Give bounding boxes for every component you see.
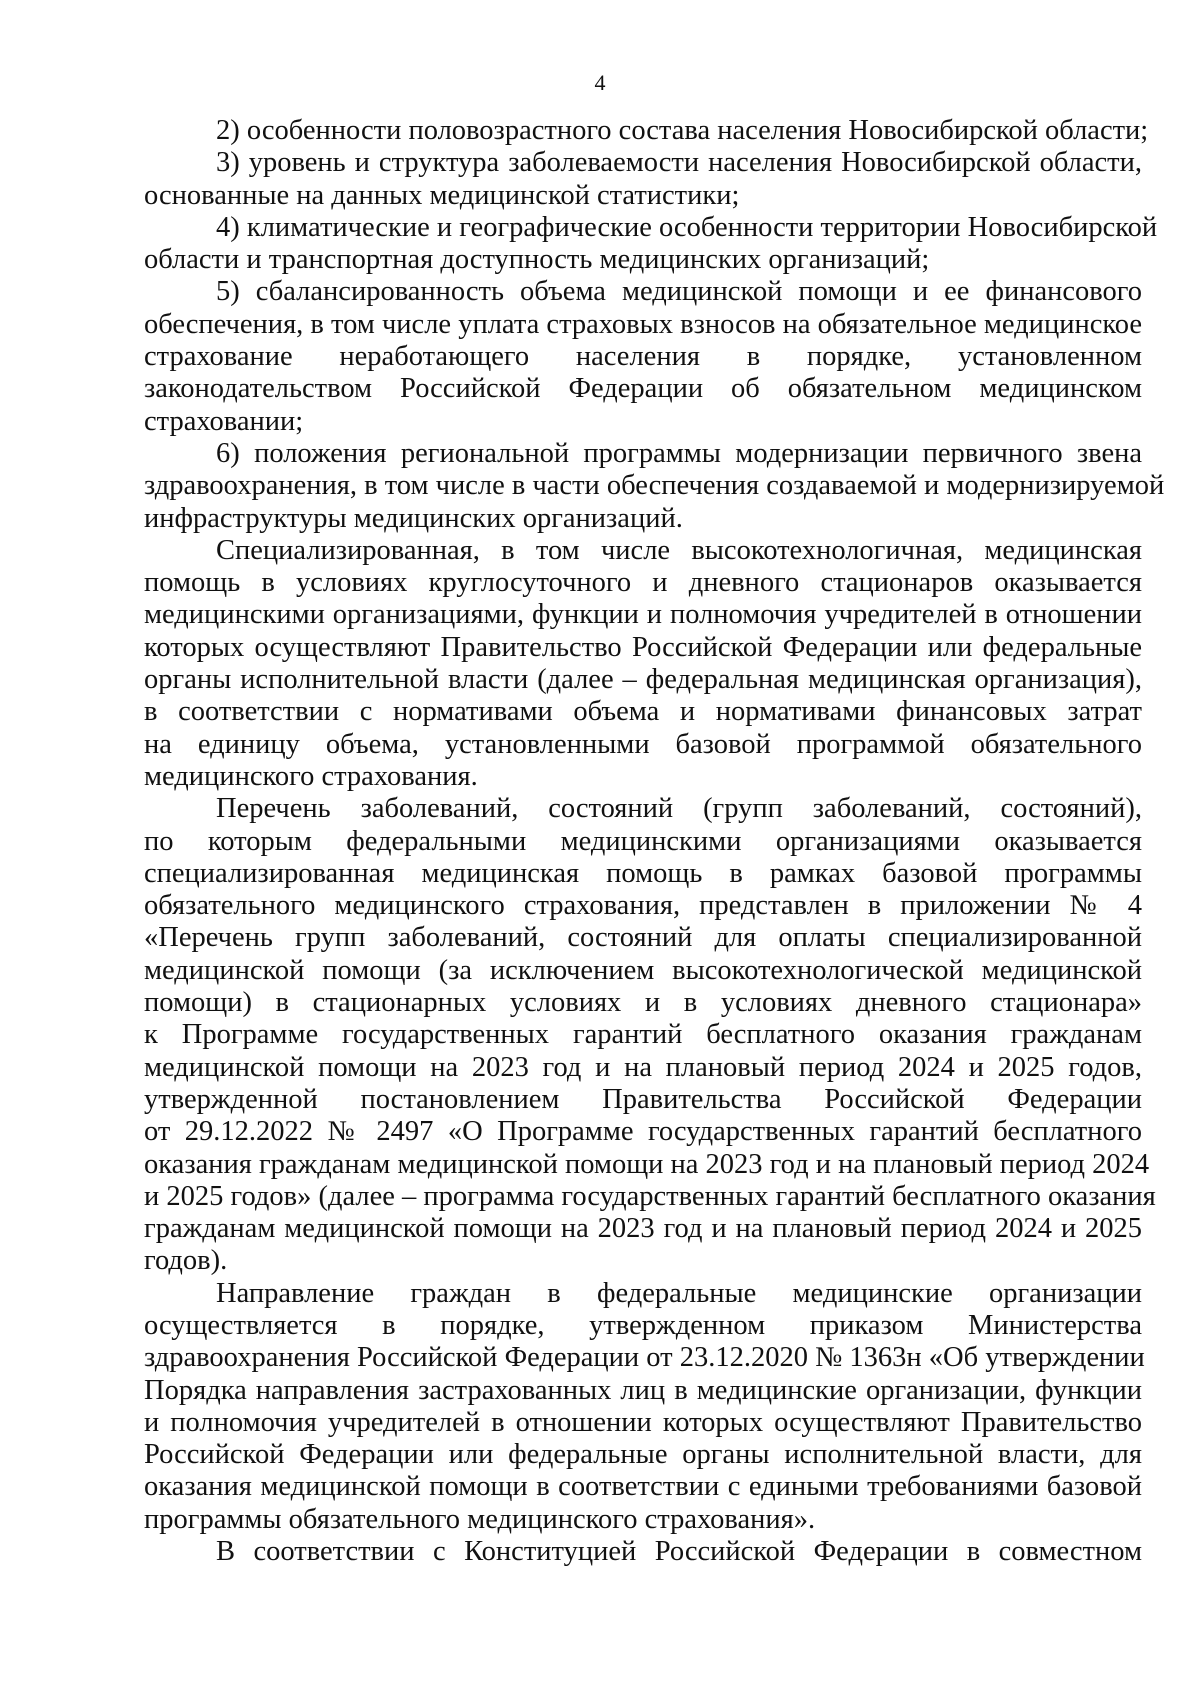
text-line: Специализированная, в том числе высокотехнологичная, медицинская	[216, 534, 1142, 566]
text-line: Российской Федерации или федеральные органы исполнительной власти, для	[144, 1439, 1142, 1471]
paragraph	[144, 535, 1142, 793]
text-line: которых осуществляют Правительство Российской Федерации или федеральные	[144, 631, 1142, 663]
text-line: В соответствии с Конституцией Российской Федерации в совместном	[216, 1536, 1142, 1568]
text-line: медицинской помощи (за исключением высокотехнологической медицинской	[144, 954, 1142, 986]
text-line: 6) положения региональной программы модернизации первичного звена	[216, 437, 1142, 469]
text-line: здравоохранения, в том числе в части обеспечения создаваемой и модернизируемой	[144, 470, 1165, 502]
text-line: 4) климатические и географические особенности территории Новосибирской	[216, 211, 1158, 243]
paragraph	[144, 1277, 1145, 1536]
text-line: обязательного медицинского страхования, представлен в приложении № 4	[144, 890, 1142, 922]
paragraph	[144, 211, 1158, 277]
text-line: основанные на данных медицинской статистики;	[144, 179, 740, 211]
text-line: обеспечения, в том числе уплата страховых взносов на обязательное медицинское	[144, 308, 1142, 340]
text-line: медицинской помощи на 2023 год и на плановый период 2024 и 2025 годов,	[144, 1051, 1142, 1083]
text-line: оказания медицинской помощи в соответствии с едиными требованиями базовой	[144, 1471, 1142, 1503]
paragraph	[144, 115, 1149, 147]
text-line: инфраструктуры медицинских организаций.	[144, 502, 683, 534]
text-line: «Перечень групп заболеваний, состояний для оплаты специализированной	[144, 922, 1142, 954]
text-line: оказания гражданам медицинской помощи на 2023 год и на плановый период 2024	[144, 1148, 1150, 1180]
text-line: от 29.12.2022 № 2497 «О Программе государственных гарантий бесплатного	[144, 1116, 1142, 1148]
text-line: в соответствии с нормативами объема и нормативами финансовых затрат	[144, 696, 1142, 728]
text-line: 2) особенности половозрастного состава населения Новосибирской области;	[216, 115, 1149, 146]
paragraph	[144, 793, 1156, 1277]
text-line: страхование неработающего населения в порядке, установленном	[144, 341, 1142, 373]
text-line: органы исполнительной власти (далее – федеральная медицинская организация),	[144, 664, 1142, 696]
text-line: области и транспортная доступность медицинских организаций;	[144, 244, 930, 276]
text-line: осуществляется в порядке, утвержденном приказом Министерства	[144, 1309, 1142, 1341]
paragraph	[144, 276, 1142, 437]
text-line: специализированная медицинская помощь в рамках базовой программы	[144, 857, 1142, 889]
text-line: страховании;	[144, 405, 304, 437]
text-line: и 2025 годов» (далее – программа государственных гарантий бесплатного оказания	[144, 1180, 1156, 1212]
text-line: к Программе государственных гарантий бесплатного оказания гражданам	[144, 1019, 1142, 1051]
text-line: здравоохранения Российской Федерации от 23.12.2020 № 1363н «Об утверждении	[144, 1342, 1145, 1374]
text-line: медицинскими организациями, функции и полномочия учредителей в отношении	[144, 599, 1142, 631]
text-line: помощи) в стационарных условиях и в условиях дневного стационара»	[144, 987, 1142, 1019]
page-number: 4	[594, 70, 606, 95]
text-line: 3) уровень и структура заболеваемости населения Новосибирской области,	[216, 147, 1142, 179]
paragraph	[144, 437, 1165, 535]
text-line: Порядка направления застрахованных лиц в медицинские организации, функции	[144, 1374, 1142, 1406]
text-line: гражданам медицинской помощи на 2023 год и на плановый период 2024 и 2025	[144, 1213, 1142, 1245]
paragraph	[144, 1536, 1142, 1568]
text-line: 5) сбалансированность объема медицинской помощи и ее финансового	[216, 276, 1142, 308]
text-line: Перечень заболеваний, состояний (групп заболеваний, состояний),	[216, 793, 1142, 825]
text-line: годов).	[144, 1245, 228, 1277]
text-line: по которым федеральными медицинскими организациями оказывается	[144, 825, 1142, 857]
text-line: и полномочия учредителей в отношении которых осуществляют Правительство	[144, 1406, 1142, 1438]
text-line: утвержденной постановлением Правительства Российской Федерации	[144, 1083, 1142, 1115]
text-line: помощь в условиях круглосуточного и дневного стационаров оказывается	[144, 567, 1142, 599]
text-line: Направление граждан в федеральные медицинские организации	[216, 1277, 1142, 1309]
text-line: на единицу объема, установленными базовой программой обязательного	[144, 728, 1142, 760]
paragraph	[144, 147, 1142, 212]
text-line: законодательством Российской Федерации об обязательном медицинском	[144, 373, 1142, 405]
body-text	[144, 115, 1165, 1568]
text-line: медицинского страхования.	[144, 760, 478, 792]
text-line: программы обязательного медицинского страхования».	[144, 1503, 816, 1535]
